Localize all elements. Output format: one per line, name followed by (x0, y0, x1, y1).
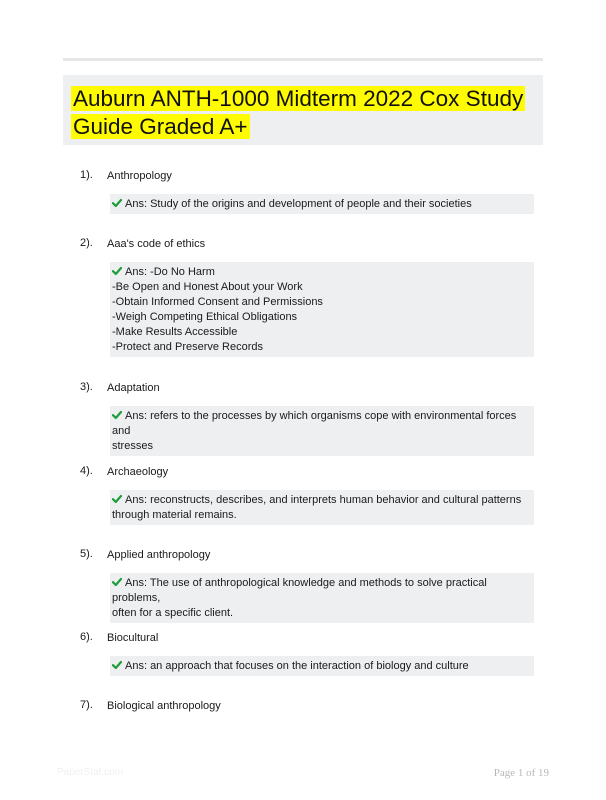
check-icon (112, 198, 122, 208)
top-divider (63, 58, 543, 61)
answer-line (112, 439, 530, 454)
check-icon (112, 410, 122, 420)
question-term: Biocultural (107, 632, 159, 644)
answer-line (112, 310, 530, 325)
answer-text: -Weigh Competing Ethical Obligations (112, 311, 298, 323)
question-number: 2). (80, 237, 93, 249)
answer-text: Ans: refers to the processes by which organisms cope with environmental forces and (112, 410, 520, 437)
question-term: Biological anthropology (107, 700, 221, 712)
footer-watermark: PaperStat.com (57, 767, 124, 778)
answer-line (112, 508, 530, 523)
question-term: Anthropology (107, 170, 172, 182)
check-icon (112, 577, 122, 587)
answer-text: stresses (112, 440, 153, 452)
answer-line (112, 340, 530, 355)
answer-line (112, 325, 530, 340)
answer-line (112, 295, 530, 310)
answer-box (110, 262, 534, 357)
question-number: 5). (80, 548, 93, 560)
answer-text: Ans: an approach that focuses on the interaction of biology and culture (125, 660, 469, 672)
check-icon (112, 266, 122, 276)
answer-text: Ans: The use of anthropological knowledge and methods to solve practical problems, (112, 577, 490, 604)
answer-text: Ans: Study of the origins and development of people and their societies (125, 198, 472, 210)
check-icon (112, 494, 122, 504)
check-icon (112, 660, 122, 670)
answer-text: -Make Results Accessible (112, 326, 238, 338)
question-number: 6). (80, 631, 93, 643)
answer-line (112, 659, 530, 674)
answer-line (112, 265, 530, 280)
answer-box (110, 490, 534, 525)
question-number: 1). (80, 169, 93, 181)
question-number: 7). (80, 699, 93, 711)
answer-box (110, 194, 534, 214)
answer-text: Ans: -Do No Harm (125, 266, 215, 278)
answer-text: -Obtain Informed Consent and Permissions (112, 296, 323, 308)
answer-line (112, 280, 530, 295)
answer-text: -Be Open and Honest About your Work (112, 281, 303, 293)
answer-line (112, 576, 530, 606)
question-number: 4). (80, 465, 93, 477)
answer-line (112, 493, 530, 508)
page-number: Page 1 of 19 (493, 767, 549, 779)
answer-text: Ans: reconstructs, describes, and interprets human behavior and cultural patterns (125, 494, 522, 506)
answer-text: often for a specific client. (112, 607, 234, 619)
question-term: Aaa's code of ethics (107, 238, 206, 250)
answer-line (112, 606, 530, 621)
answer-box (110, 573, 534, 623)
question-term: Adaptation (107, 382, 160, 394)
question-term: Applied anthropology (107, 549, 211, 561)
answer-text: -Protect and Preserve Records (112, 341, 264, 353)
answer-box (110, 406, 534, 456)
answer-box (110, 656, 534, 676)
answer-line (112, 197, 530, 212)
document-title: Auburn ANTH-1000 Midterm 2022 Cox Study Guide Graded A+ (73, 86, 524, 139)
answer-text: through material remains. (112, 509, 237, 521)
question-term: Archaeology (107, 466, 169, 478)
question-number: 3). (80, 381, 93, 393)
answer-line (112, 409, 530, 439)
